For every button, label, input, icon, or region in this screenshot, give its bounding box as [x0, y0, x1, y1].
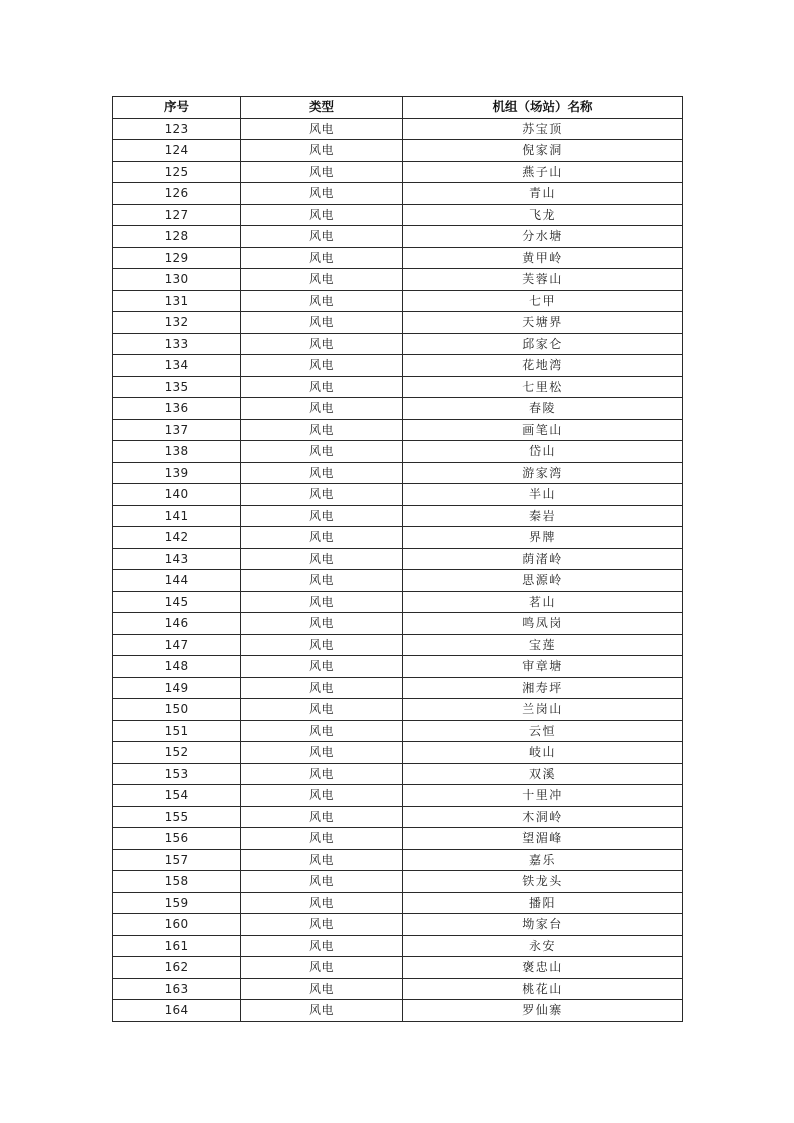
cell-name: 游家湾: [403, 462, 683, 484]
cell-type: 风电: [241, 785, 403, 807]
table-row: [113, 656, 683, 678]
table-row: [113, 183, 683, 205]
cell-type: 风电: [241, 290, 403, 312]
cell-name: 双溪: [403, 763, 683, 785]
table-row: [113, 247, 683, 269]
cell-type: 风电: [241, 570, 403, 592]
cell-name: 播阳: [403, 892, 683, 914]
cell-seq: 154: [113, 785, 241, 807]
cell-name: 荫渚岭: [403, 548, 683, 570]
cell-type: 风电: [241, 312, 403, 334]
cell-name: 苏宝顶: [403, 118, 683, 140]
cell-seq: 149: [113, 677, 241, 699]
cell-seq: 127: [113, 204, 241, 226]
cell-seq: 134: [113, 355, 241, 377]
cell-seq: 164: [113, 1000, 241, 1022]
cell-seq: 148: [113, 656, 241, 678]
table-row: [113, 462, 683, 484]
cell-name: 湘寿坪: [403, 677, 683, 699]
cell-name: 芙蓉山: [403, 269, 683, 291]
cell-type: 风电: [241, 699, 403, 721]
table-row: [113, 613, 683, 635]
table-body: [113, 118, 683, 1021]
cell-type: 风电: [241, 656, 403, 678]
cell-type: 风电: [241, 1000, 403, 1022]
table-row: [113, 634, 683, 656]
cell-type: 风电: [241, 892, 403, 914]
cell-seq: 123: [113, 118, 241, 140]
cell-name: 邱家仑: [403, 333, 683, 355]
table-row: [113, 935, 683, 957]
cell-type: 风电: [241, 527, 403, 549]
cell-seq: 155: [113, 806, 241, 828]
cell-type: 风电: [241, 505, 403, 527]
cell-name: 茗山: [403, 591, 683, 613]
cell-name: 花地湾: [403, 355, 683, 377]
table-row: [113, 699, 683, 721]
table-row: [113, 763, 683, 785]
cell-seq: 145: [113, 591, 241, 613]
cell-seq: 131: [113, 290, 241, 312]
cell-name: 界牌: [403, 527, 683, 549]
cell-type: 风电: [241, 742, 403, 764]
cell-name: 黄甲岭: [403, 247, 683, 269]
cell-type: 风电: [241, 548, 403, 570]
cell-name: 秦岩: [403, 505, 683, 527]
cell-seq: 151: [113, 720, 241, 742]
cell-name: 鸣凤岗: [403, 613, 683, 635]
cell-type: 风电: [241, 140, 403, 162]
cell-type: 风电: [241, 376, 403, 398]
header-name: 机组（场站）名称: [403, 97, 683, 119]
table-row: [113, 785, 683, 807]
table-row: [113, 871, 683, 893]
cell-seq: 136: [113, 398, 241, 420]
table-row: [113, 290, 683, 312]
cell-seq: 142: [113, 527, 241, 549]
table-row: [113, 484, 683, 506]
cell-name: 铁龙头: [403, 871, 683, 893]
cell-name: 云恒: [403, 720, 683, 742]
cell-name: 思源岭: [403, 570, 683, 592]
cell-type: 风电: [241, 183, 403, 205]
cell-seq: 124: [113, 140, 241, 162]
cell-type: 风电: [241, 849, 403, 871]
plant-table: [112, 96, 683, 1022]
cell-type: 风电: [241, 419, 403, 441]
cell-type: 风电: [241, 720, 403, 742]
table-row: [113, 269, 683, 291]
cell-type: 风电: [241, 398, 403, 420]
cell-name: 褒忠山: [403, 957, 683, 979]
table-row: [113, 957, 683, 979]
cell-name: 十里冲: [403, 785, 683, 807]
cell-seq: 156: [113, 828, 241, 850]
table-row: [113, 419, 683, 441]
table-row: [113, 677, 683, 699]
cell-type: 风电: [241, 957, 403, 979]
table-row: [113, 118, 683, 140]
table-row: [113, 591, 683, 613]
cell-seq: 147: [113, 634, 241, 656]
table-row: [113, 806, 683, 828]
table-row: [113, 140, 683, 162]
cell-name: 分水塘: [403, 226, 683, 248]
cell-name: 木洞岭: [403, 806, 683, 828]
cell-type: 风电: [241, 441, 403, 463]
cell-type: 风电: [241, 634, 403, 656]
table-header: [113, 97, 683, 119]
cell-type: 风电: [241, 828, 403, 850]
cell-seq: 137: [113, 419, 241, 441]
cell-type: 风电: [241, 226, 403, 248]
cell-name: 飞龙: [403, 204, 683, 226]
cell-seq: 140: [113, 484, 241, 506]
cell-type: 风电: [241, 355, 403, 377]
cell-seq: 125: [113, 161, 241, 183]
cell-type: 风电: [241, 204, 403, 226]
cell-seq: 161: [113, 935, 241, 957]
cell-name: 岱山: [403, 441, 683, 463]
header-type: 类型: [241, 97, 403, 119]
cell-name: 七甲: [403, 290, 683, 312]
cell-name: 春陵: [403, 398, 683, 420]
table-row: [113, 570, 683, 592]
cell-seq: 150: [113, 699, 241, 721]
table-row: [113, 828, 683, 850]
cell-seq: 144: [113, 570, 241, 592]
table-row: [113, 978, 683, 1000]
table-row: [113, 892, 683, 914]
cell-seq: 160: [113, 914, 241, 936]
cell-name: 望湄峰: [403, 828, 683, 850]
header-seq: 序号: [113, 97, 241, 119]
cell-type: 风电: [241, 763, 403, 785]
table-row: [113, 914, 683, 936]
cell-seq: 152: [113, 742, 241, 764]
cell-seq: 158: [113, 871, 241, 893]
cell-type: 风电: [241, 613, 403, 635]
cell-name: 燕子山: [403, 161, 683, 183]
cell-name: 七里松: [403, 376, 683, 398]
cell-type: 风电: [241, 247, 403, 269]
cell-name: 罗仙寨: [403, 1000, 683, 1022]
table-row: [113, 398, 683, 420]
cell-seq: 143: [113, 548, 241, 570]
table-row: [113, 441, 683, 463]
cell-type: 风电: [241, 462, 403, 484]
cell-type: 风电: [241, 161, 403, 183]
table-row: [113, 720, 683, 742]
cell-name: 桃花山: [403, 978, 683, 1000]
cell-seq: 141: [113, 505, 241, 527]
cell-name: 青山: [403, 183, 683, 205]
cell-type: 风电: [241, 806, 403, 828]
table-row: [113, 376, 683, 398]
table-row: [113, 1000, 683, 1022]
cell-seq: 129: [113, 247, 241, 269]
cell-seq: 126: [113, 183, 241, 205]
cell-name: 岐山: [403, 742, 683, 764]
cell-type: 风电: [241, 333, 403, 355]
cell-name: 坳家台: [403, 914, 683, 936]
cell-seq: 132: [113, 312, 241, 334]
cell-seq: 138: [113, 441, 241, 463]
header-row: [113, 97, 683, 119]
cell-seq: 157: [113, 849, 241, 871]
cell-name: 天塘界: [403, 312, 683, 334]
cell-seq: 153: [113, 763, 241, 785]
cell-type: 风电: [241, 978, 403, 1000]
table-row: [113, 527, 683, 549]
cell-type: 风电: [241, 871, 403, 893]
cell-seq: 163: [113, 978, 241, 1000]
cell-type: 风电: [241, 914, 403, 936]
cell-type: 风电: [241, 269, 403, 291]
cell-name: 嘉乐: [403, 849, 683, 871]
cell-type: 风电: [241, 935, 403, 957]
cell-name: 兰岗山: [403, 699, 683, 721]
cell-seq: 162: [113, 957, 241, 979]
cell-type: 风电: [241, 591, 403, 613]
table-row: [113, 312, 683, 334]
cell-type: 风电: [241, 118, 403, 140]
table-row: [113, 161, 683, 183]
cell-name: 画笔山: [403, 419, 683, 441]
cell-seq: 146: [113, 613, 241, 635]
table-row: [113, 849, 683, 871]
table-row: [113, 226, 683, 248]
cell-name: 宝莲: [403, 634, 683, 656]
cell-name: 审章塘: [403, 656, 683, 678]
cell-seq: 159: [113, 892, 241, 914]
cell-name: 倪家洞: [403, 140, 683, 162]
table-row: [113, 505, 683, 527]
table-row: [113, 742, 683, 764]
cell-seq: 139: [113, 462, 241, 484]
cell-seq: 135: [113, 376, 241, 398]
cell-name: 永安: [403, 935, 683, 957]
cell-name: 半山: [403, 484, 683, 506]
table-row: [113, 355, 683, 377]
table-row: [113, 333, 683, 355]
cell-seq: 133: [113, 333, 241, 355]
cell-seq: 130: [113, 269, 241, 291]
table-row: [113, 204, 683, 226]
cell-type: 风电: [241, 484, 403, 506]
cell-type: 风电: [241, 677, 403, 699]
table-row: [113, 548, 683, 570]
cell-seq: 128: [113, 226, 241, 248]
